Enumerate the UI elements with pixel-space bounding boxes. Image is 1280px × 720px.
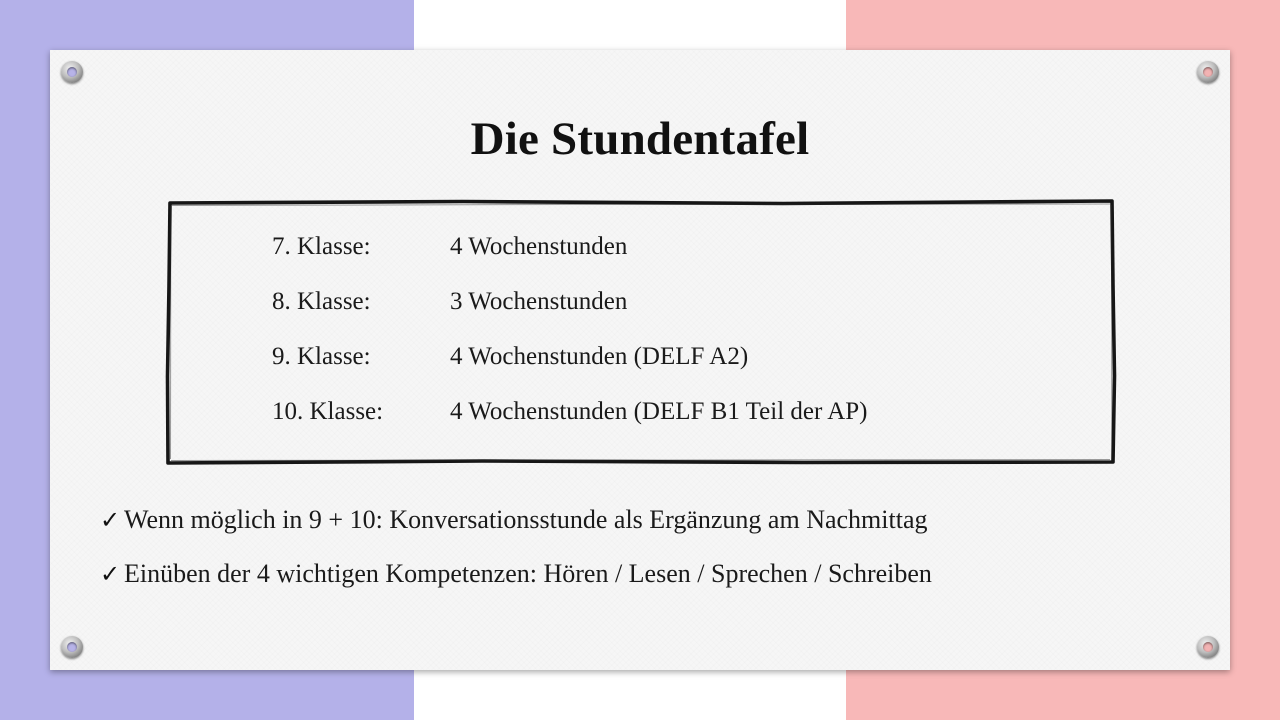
- schedule-stunden: 3 Wochenstunden: [450, 288, 628, 315]
- slide-title: Die Stundentafel: [470, 113, 810, 165]
- checkmark-icon: ✓: [100, 506, 121, 534]
- bullet-item: [100, 505, 928, 535]
- grommet-top-right-icon: [1197, 61, 1219, 83]
- bullet-item: [100, 559, 932, 589]
- schedule-row: [272, 288, 627, 316]
- grommet-bottom-right-icon: [1197, 636, 1219, 658]
- checkmark-icon: ✓: [100, 560, 121, 588]
- schedule-klasse: 9. Klasse:: [272, 343, 371, 370]
- grommet-bottom-left-icon: [61, 636, 83, 658]
- grommet-top-left-icon: [61, 61, 83, 83]
- schedule-klasse: 8. Klasse:: [272, 288, 371, 315]
- schedule-stunden: 4 Wochenstunden (DELF A2): [450, 343, 749, 370]
- bullet-text: Einüben der 4 wichtigen Kompetenzen: Hören / Lesen / Sprechen / Schreiben: [124, 559, 932, 588]
- bullet-text: Wenn möglich in 9 + 10: Konversationsstunde als Ergänzung am Nachmittag: [124, 505, 928, 534]
- schedule-klasse: 7. Klasse:: [272, 233, 371, 260]
- schedule-klasse: 10. Klasse:: [272, 398, 384, 425]
- schedule-stunden: 4 Wochenstunden (DELF B1 Teil der AP): [450, 398, 868, 425]
- schedule-stunden: 4 Wochenstunden: [450, 233, 628, 260]
- schedule-row: [272, 343, 748, 371]
- schedule-row: [272, 398, 868, 426]
- schedule-row: [272, 233, 627, 261]
